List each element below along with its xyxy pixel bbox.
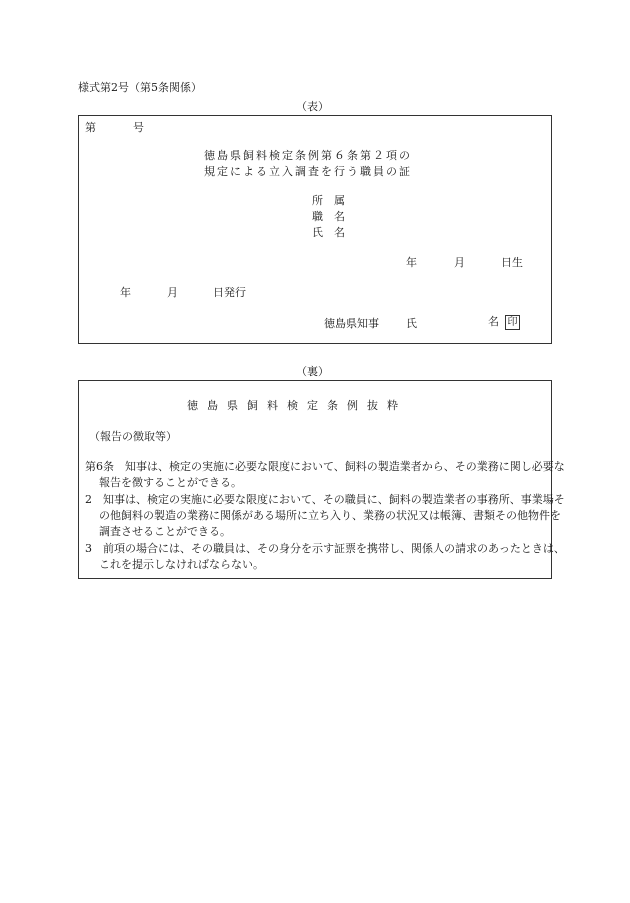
field-name-label: 氏 名 xyxy=(312,226,345,239)
birth-month-label: 月 xyxy=(454,256,465,269)
article-6-paragraph-2: 2 知事は、検定の実施に必要な限度において、その職員に、飼料の製造業者の事務所、事業場その他飼料の製造の業務に関係がある場所に立ち入り、業務の状況又は帳簿、書類その他物件を調査させることができる。 xyxy=(85,493,565,538)
front-side-label: （表） xyxy=(296,100,329,113)
card-title-line2: 規定による立入調査を行う職員の証 xyxy=(204,165,412,178)
issuer-name-prefix: 氏 xyxy=(406,317,417,330)
issue-month-label: 月 xyxy=(167,286,178,299)
back-card xyxy=(78,380,565,579)
field-affiliation-label: 所 属 xyxy=(312,194,345,207)
birth-year-label: 年 xyxy=(406,256,417,269)
issue-year-label: 年 xyxy=(120,286,131,299)
article-6-paragraph-3: 3 前項の場合には、その職員は、その身分を示す証票を携帯し、関係人の請求のあったときは、これを提示しなければならない。 xyxy=(85,542,565,571)
back-side-label: （裏） xyxy=(296,365,329,378)
issuer-label: 徳島県知事 xyxy=(324,317,379,330)
article-6-text: 第6条 知事は、検定の実施に必要な限度において、飼料の製造業者から、その業務に関し必要な報告を徴することができる。 xyxy=(85,460,565,489)
card-title-line1: 徳島県飼料検定条例第６条第２項の xyxy=(204,149,412,162)
excerpt-title: 徳島県飼料検定条例抜粋 xyxy=(187,399,407,412)
issue-day-label: 日発行 xyxy=(213,286,246,299)
field-position-label: 職 名 xyxy=(312,210,345,223)
card-number-prefix: 第 xyxy=(85,121,96,134)
excerpt-heading: （報告の徴取等） xyxy=(89,430,177,443)
front-card xyxy=(78,115,552,344)
birth-day-label: 日生 xyxy=(501,256,523,269)
issuer-name-block xyxy=(488,315,520,330)
card-number-suffix: 号 xyxy=(133,121,144,134)
issuer-name-suffix: 名 xyxy=(488,315,499,328)
seal-icon: 印 xyxy=(505,315,520,330)
form-number-label: 様式第2号（第5条関係） xyxy=(78,81,202,94)
